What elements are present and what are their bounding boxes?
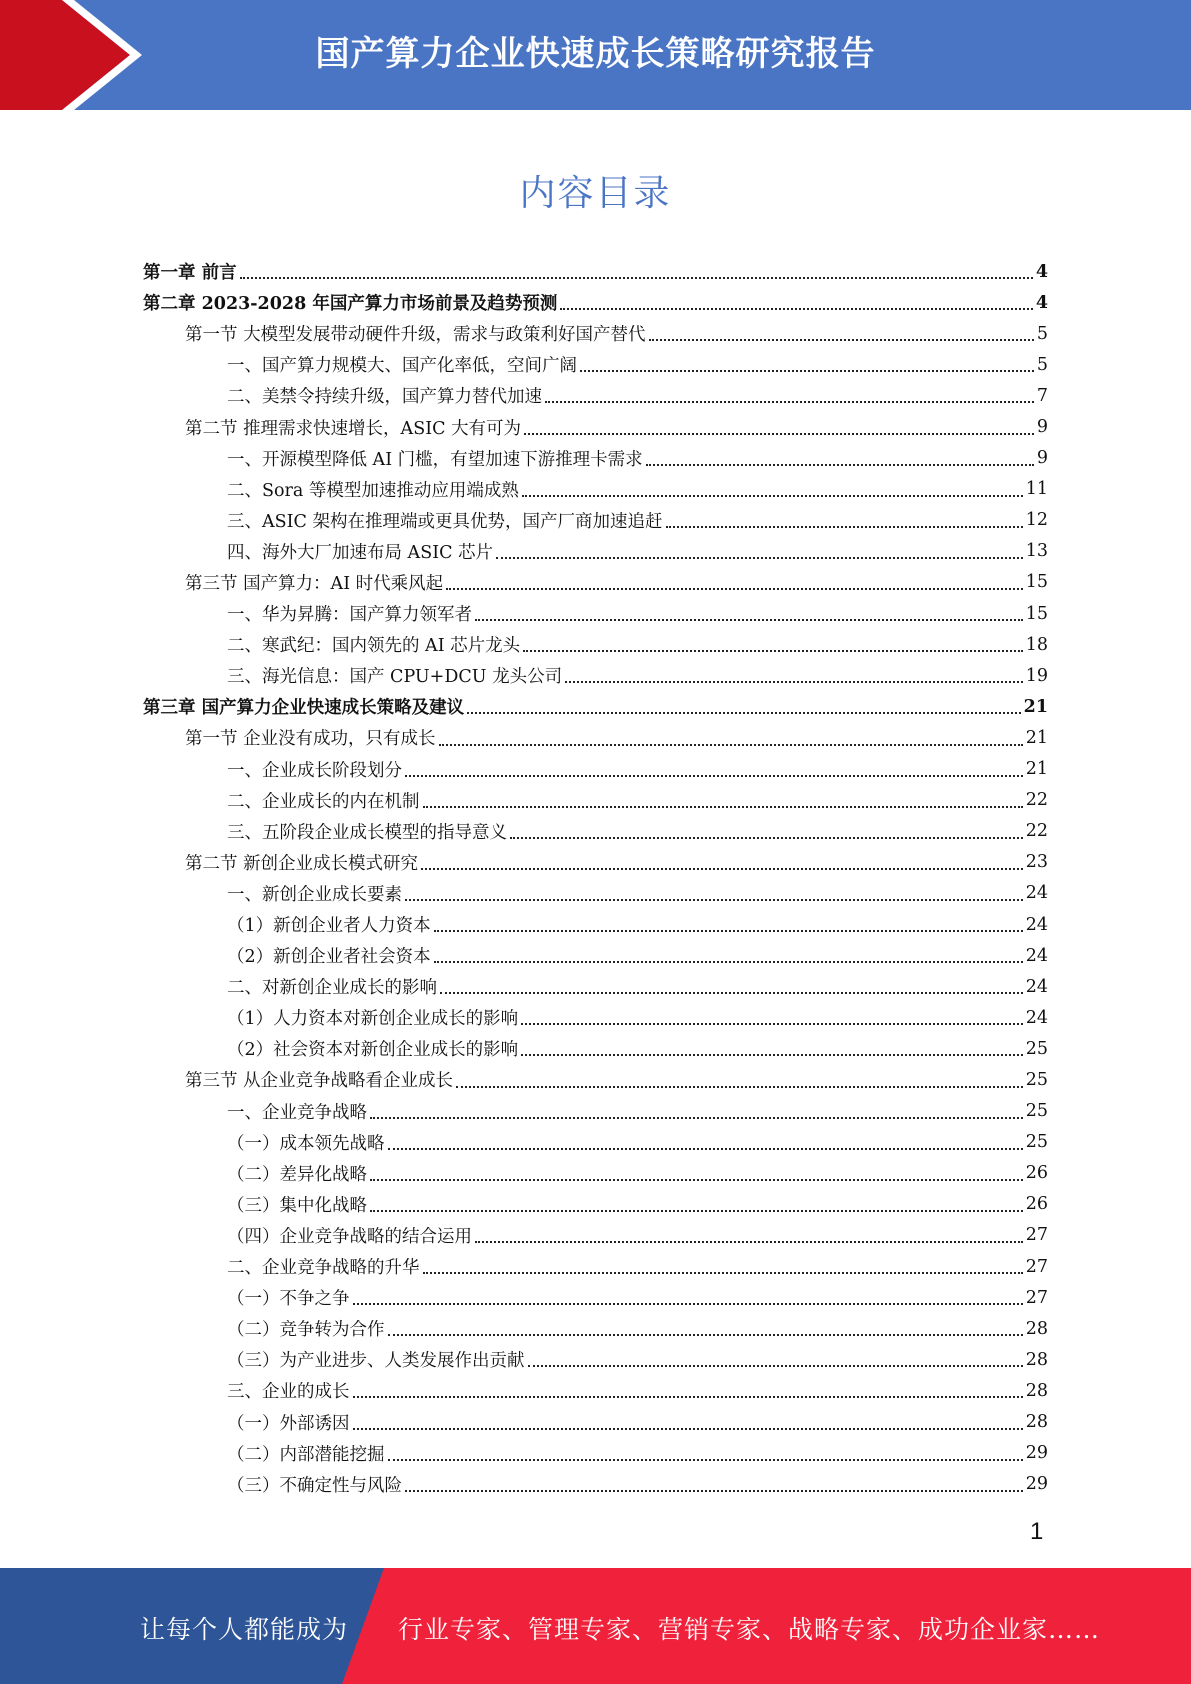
toc-entry[interactable] — [143, 1313, 1048, 1344]
toc-entry[interactable] — [143, 754, 1048, 785]
toc-entry-page: 18 — [1025, 634, 1048, 655]
toc-entry[interactable] — [143, 1406, 1048, 1437]
toc-entry-page: 4 — [1035, 292, 1048, 313]
toc-entry-page: 22 — [1025, 821, 1048, 842]
toc-entry-page: 25 — [1025, 1101, 1048, 1122]
toc-entry-page: 27 — [1025, 1225, 1048, 1246]
table-of-contents — [143, 256, 1048, 1500]
toc-dot-leader — [439, 744, 1023, 746]
toc-entry-page: 7 — [1036, 385, 1048, 406]
toc-entry[interactable] — [143, 1251, 1048, 1282]
toc-entry[interactable] — [143, 1469, 1048, 1500]
toc-entry[interactable] — [143, 691, 1048, 722]
toc-entry-label: 三、五阶段企业成长模型的指导意义 — [227, 822, 507, 843]
toc-entry[interactable] — [143, 847, 1048, 878]
toc-entry-label: 二、对新创企业成长的影响 — [227, 978, 437, 999]
toc-entry-page: 29 — [1025, 1474, 1048, 1495]
toc-entry-label: （1）新创企业者人力资本 — [227, 916, 431, 937]
toc-dot-leader — [421, 868, 1023, 870]
toc-entry-page: 28 — [1025, 1380, 1048, 1401]
toc-entry-label: （二）内部潜能挖掘 — [227, 1444, 385, 1465]
toc-entry-label: 二、企业竞争战略的升华 — [227, 1258, 420, 1279]
toc-entry-label: （三）为产业进步、人类发展作出贡献 — [227, 1351, 525, 1372]
toc-entry-label: 第三章 国产算力企业快速成长策略及建议 — [143, 698, 465, 719]
toc-entry-page: 12 — [1025, 510, 1048, 531]
toc-entry[interactable] — [143, 1375, 1048, 1406]
toc-entry-label: 一、企业竞争战略 — [227, 1102, 367, 1123]
toc-entry-label: （二）差异化战略 — [227, 1164, 367, 1185]
toc-entry-label: 一、企业成长阶段划分 — [227, 760, 402, 781]
toc-dot-leader — [649, 339, 1034, 341]
toc-entry-label: 二、企业成长的内在机制 — [227, 791, 420, 812]
toc-entry[interactable] — [143, 256, 1048, 287]
toc-dot-leader — [545, 401, 1034, 403]
toc-entry-page: 24 — [1025, 914, 1048, 935]
toc-entry-page: 4 — [1035, 261, 1048, 282]
toc-entry-label: （四）企业竞争战略的结合运用 — [227, 1226, 472, 1247]
toc-entry-label: 一、开源模型降低 AI 门槛，有望加速下游推理卡需求 — [227, 449, 643, 470]
toc-entry-page: 25 — [1025, 1038, 1048, 1059]
toc-dot-leader — [353, 1303, 1023, 1305]
toc-entry-label: 一、国产算力规模大、国产化率低，空间广阔 — [227, 356, 577, 377]
toc-entry[interactable] — [143, 287, 1048, 318]
toc-dot-leader — [405, 775, 1023, 777]
toc-entry[interactable] — [143, 909, 1048, 940]
toc-entry-page: 28 — [1025, 1349, 1048, 1370]
toc-dot-leader — [240, 277, 1033, 279]
toc-entry[interactable] — [143, 629, 1048, 660]
toc-dot-leader — [528, 1365, 1023, 1367]
toc-dot-leader — [434, 930, 1023, 932]
toc-dot-leader — [646, 464, 1034, 466]
toc-entry[interactable] — [143, 940, 1048, 971]
toc-dot-leader — [423, 1272, 1023, 1274]
toc-entry[interactable] — [143, 1438, 1048, 1469]
toc-dot-leader — [440, 992, 1023, 994]
toc-dot-leader — [370, 1210, 1023, 1212]
toc-entry-label: 三、企业的成长 — [227, 1382, 350, 1403]
toc-entry-label: 一、新创企业成长要素 — [227, 884, 402, 905]
toc-entry[interactable] — [143, 380, 1048, 411]
toc-dot-leader — [434, 961, 1023, 963]
toc-dot-leader — [565, 681, 1023, 683]
toc-dot-leader — [423, 806, 1023, 808]
toc-entry[interactable] — [143, 1220, 1048, 1251]
toc-dot-leader — [510, 837, 1023, 839]
toc-dot-leader — [405, 899, 1023, 901]
toc-dot-leader — [521, 1023, 1023, 1025]
toc-dot-leader — [521, 1054, 1023, 1056]
toc-heading: 内容目录 — [519, 173, 672, 214]
toc-entry[interactable] — [143, 536, 1048, 567]
toc-dot-leader — [388, 1334, 1023, 1336]
toc-entry[interactable] — [143, 474, 1048, 505]
toc-entry-page: 22 — [1025, 790, 1048, 811]
header-banner — [0, 0, 1191, 110]
page-number: 1 — [1030, 1518, 1044, 1545]
toc-entry[interactable] — [143, 1002, 1048, 1033]
toc-entry-label: 二、寒武纪：国内领先的 AI 芯片龙头 — [227, 636, 521, 657]
toc-entry[interactable] — [143, 660, 1048, 691]
toc-entry-page: 9 — [1036, 448, 1048, 469]
toc-entry[interactable] — [143, 722, 1048, 753]
toc-entry[interactable] — [143, 318, 1048, 349]
toc-entry-label: 第三节 从企业竞争战略看企业成长 — [185, 1071, 454, 1092]
toc-dot-leader — [370, 1179, 1023, 1181]
toc-entry-page: 5 — [1036, 354, 1048, 375]
toc-entry-page: 11 — [1025, 479, 1048, 500]
toc-entry-label: 第二节 推理需求快速增长，ASIC 大有可为 — [185, 418, 522, 439]
toc-dot-leader — [475, 619, 1023, 621]
toc-entry-page: 24 — [1025, 1007, 1048, 1028]
toc-entry-label: （一）成本领先战略 — [227, 1133, 385, 1154]
toc-entry-label: （一）外部诱因 — [227, 1413, 350, 1434]
toc-entry-page: 25 — [1025, 1132, 1048, 1153]
toc-entry-label: 三、海光信息：国产 CPU+DCU 龙头公司 — [227, 667, 563, 688]
footer-slogan-right: 行业专家、管理专家、营销专家、战略专家、成功企业家…… — [398, 1615, 1101, 1644]
toc-dot-leader — [388, 1148, 1023, 1150]
toc-entry-label: 第一章 前言 — [143, 263, 237, 284]
toc-entry-page: 23 — [1025, 852, 1048, 873]
toc-entry-page: 21 — [1025, 759, 1048, 780]
toc-entry-page: 24 — [1025, 976, 1048, 997]
toc-dot-leader — [353, 1428, 1023, 1430]
toc-dot-leader — [524, 433, 1034, 435]
toc-entry[interactable] — [143, 1033, 1048, 1064]
toc-entry-label: （二）竞争转为合作 — [227, 1320, 385, 1341]
toc-entry[interactable] — [143, 598, 1048, 629]
footer-banner — [0, 1568, 1191, 1684]
toc-entry[interactable] — [143, 1158, 1048, 1189]
toc-entry-page: 24 — [1025, 945, 1048, 966]
toc-dot-leader — [388, 1459, 1023, 1461]
toc-dot-leader — [560, 308, 1032, 310]
toc-entry-page: 26 — [1025, 1163, 1048, 1184]
toc-entry[interactable] — [143, 1127, 1048, 1158]
toc-dot-leader — [446, 588, 1023, 590]
toc-entry-label: （三）集中化战略 — [227, 1195, 367, 1216]
toc-entry-label: 第三节 国产算力：AI 时代乘风起 — [185, 573, 444, 594]
toc-entry-label: 第二节 新创企业成长模式研究 — [185, 853, 419, 874]
toc-entry-page: 28 — [1025, 1412, 1048, 1433]
toc-entry-label: 一、华为昇腾：国产算力领军者 — [227, 605, 472, 626]
footer-slogan-left: 让每个人都能成为 — [140, 1615, 349, 1644]
toc-entry[interactable] — [143, 785, 1048, 816]
toc-entry-label: （2）新创企业者社会资本 — [227, 947, 431, 968]
toc-entry[interactable] — [143, 1096, 1048, 1127]
toc-entry[interactable] — [143, 1282, 1048, 1313]
toc-entry-label: 第一节 大模型发展带动硬件升级，需求与政策利好国产替代 — [185, 325, 646, 346]
toc-entry-page: 19 — [1025, 665, 1048, 686]
toc-dot-leader — [522, 495, 1023, 497]
toc-entry[interactable] — [143, 1064, 1048, 1095]
toc-entry-label: 二、美禁令持续升级，国产算力替代加速 — [227, 387, 542, 408]
toc-entry[interactable] — [143, 349, 1048, 380]
toc-entry[interactable] — [143, 971, 1048, 1002]
toc-entry[interactable] — [143, 443, 1048, 474]
toc-entry-page: 13 — [1025, 541, 1048, 562]
toc-entry-page: 25 — [1025, 1069, 1048, 1090]
report-title: 国产算力企业快速成长策略研究报告 — [315, 34, 876, 74]
toc-entry-label: 第二章 2023-2028 年国产算力市场前景及趋势预测 — [143, 294, 558, 315]
toc-entry[interactable] — [143, 505, 1048, 536]
toc-entry-page: 21 — [1023, 696, 1048, 717]
toc-entry-page: 24 — [1025, 883, 1048, 904]
toc-dot-leader — [370, 1117, 1023, 1119]
toc-entry[interactable] — [143, 1189, 1048, 1220]
toc-entry-page: 15 — [1025, 603, 1048, 624]
toc-dot-leader — [456, 1086, 1023, 1088]
toc-entry-page: 29 — [1025, 1443, 1048, 1464]
toc-dot-leader — [580, 370, 1034, 372]
toc-entry-label: 三、ASIC 架构在推理端或更具优势，国产厂商加速追赶 — [227, 511, 663, 532]
toc-entry-label: （一）不争之争 — [227, 1289, 350, 1310]
toc-entry-page: 21 — [1025, 727, 1048, 748]
toc-entry-label: （2）社会资本对新创企业成长的影响 — [227, 1040, 519, 1061]
toc-dot-leader — [666, 526, 1023, 528]
toc-entry[interactable] — [143, 1344, 1048, 1375]
toc-entry-label: 第一节 企业没有成功，只有成长 — [185, 729, 436, 750]
toc-entry-page: 28 — [1025, 1318, 1048, 1339]
toc-entry[interactable] — [143, 411, 1048, 442]
toc-entry-label: （1）人力资本对新创企业成长的影响 — [227, 1009, 519, 1030]
toc-entry[interactable] — [143, 816, 1048, 847]
toc-entry-page: 27 — [1025, 1256, 1048, 1277]
toc-entry-label: 四、海外大厂加速布局 ASIC 芯片 — [227, 542, 494, 563]
toc-entry-page: 9 — [1036, 417, 1048, 438]
toc-dot-leader — [496, 557, 1023, 559]
toc-entry[interactable] — [143, 878, 1048, 909]
toc-entry-label: （三）不确定性与风险 — [227, 1475, 402, 1496]
toc-dot-leader — [467, 712, 1021, 714]
toc-entry-page: 27 — [1025, 1287, 1048, 1308]
toc-entry-page: 26 — [1025, 1194, 1048, 1215]
toc-entry-page: 5 — [1036, 323, 1048, 344]
toc-entry-page: 15 — [1025, 572, 1048, 593]
toc-entry[interactable] — [143, 567, 1048, 598]
toc-dot-leader — [475, 1241, 1023, 1243]
toc-dot-leader — [405, 1490, 1023, 1492]
toc-dot-leader — [353, 1396, 1023, 1398]
toc-dot-leader — [523, 650, 1023, 652]
toc-entry-label: 二、Sora 等模型加速推动应用端成熟 — [227, 480, 519, 501]
